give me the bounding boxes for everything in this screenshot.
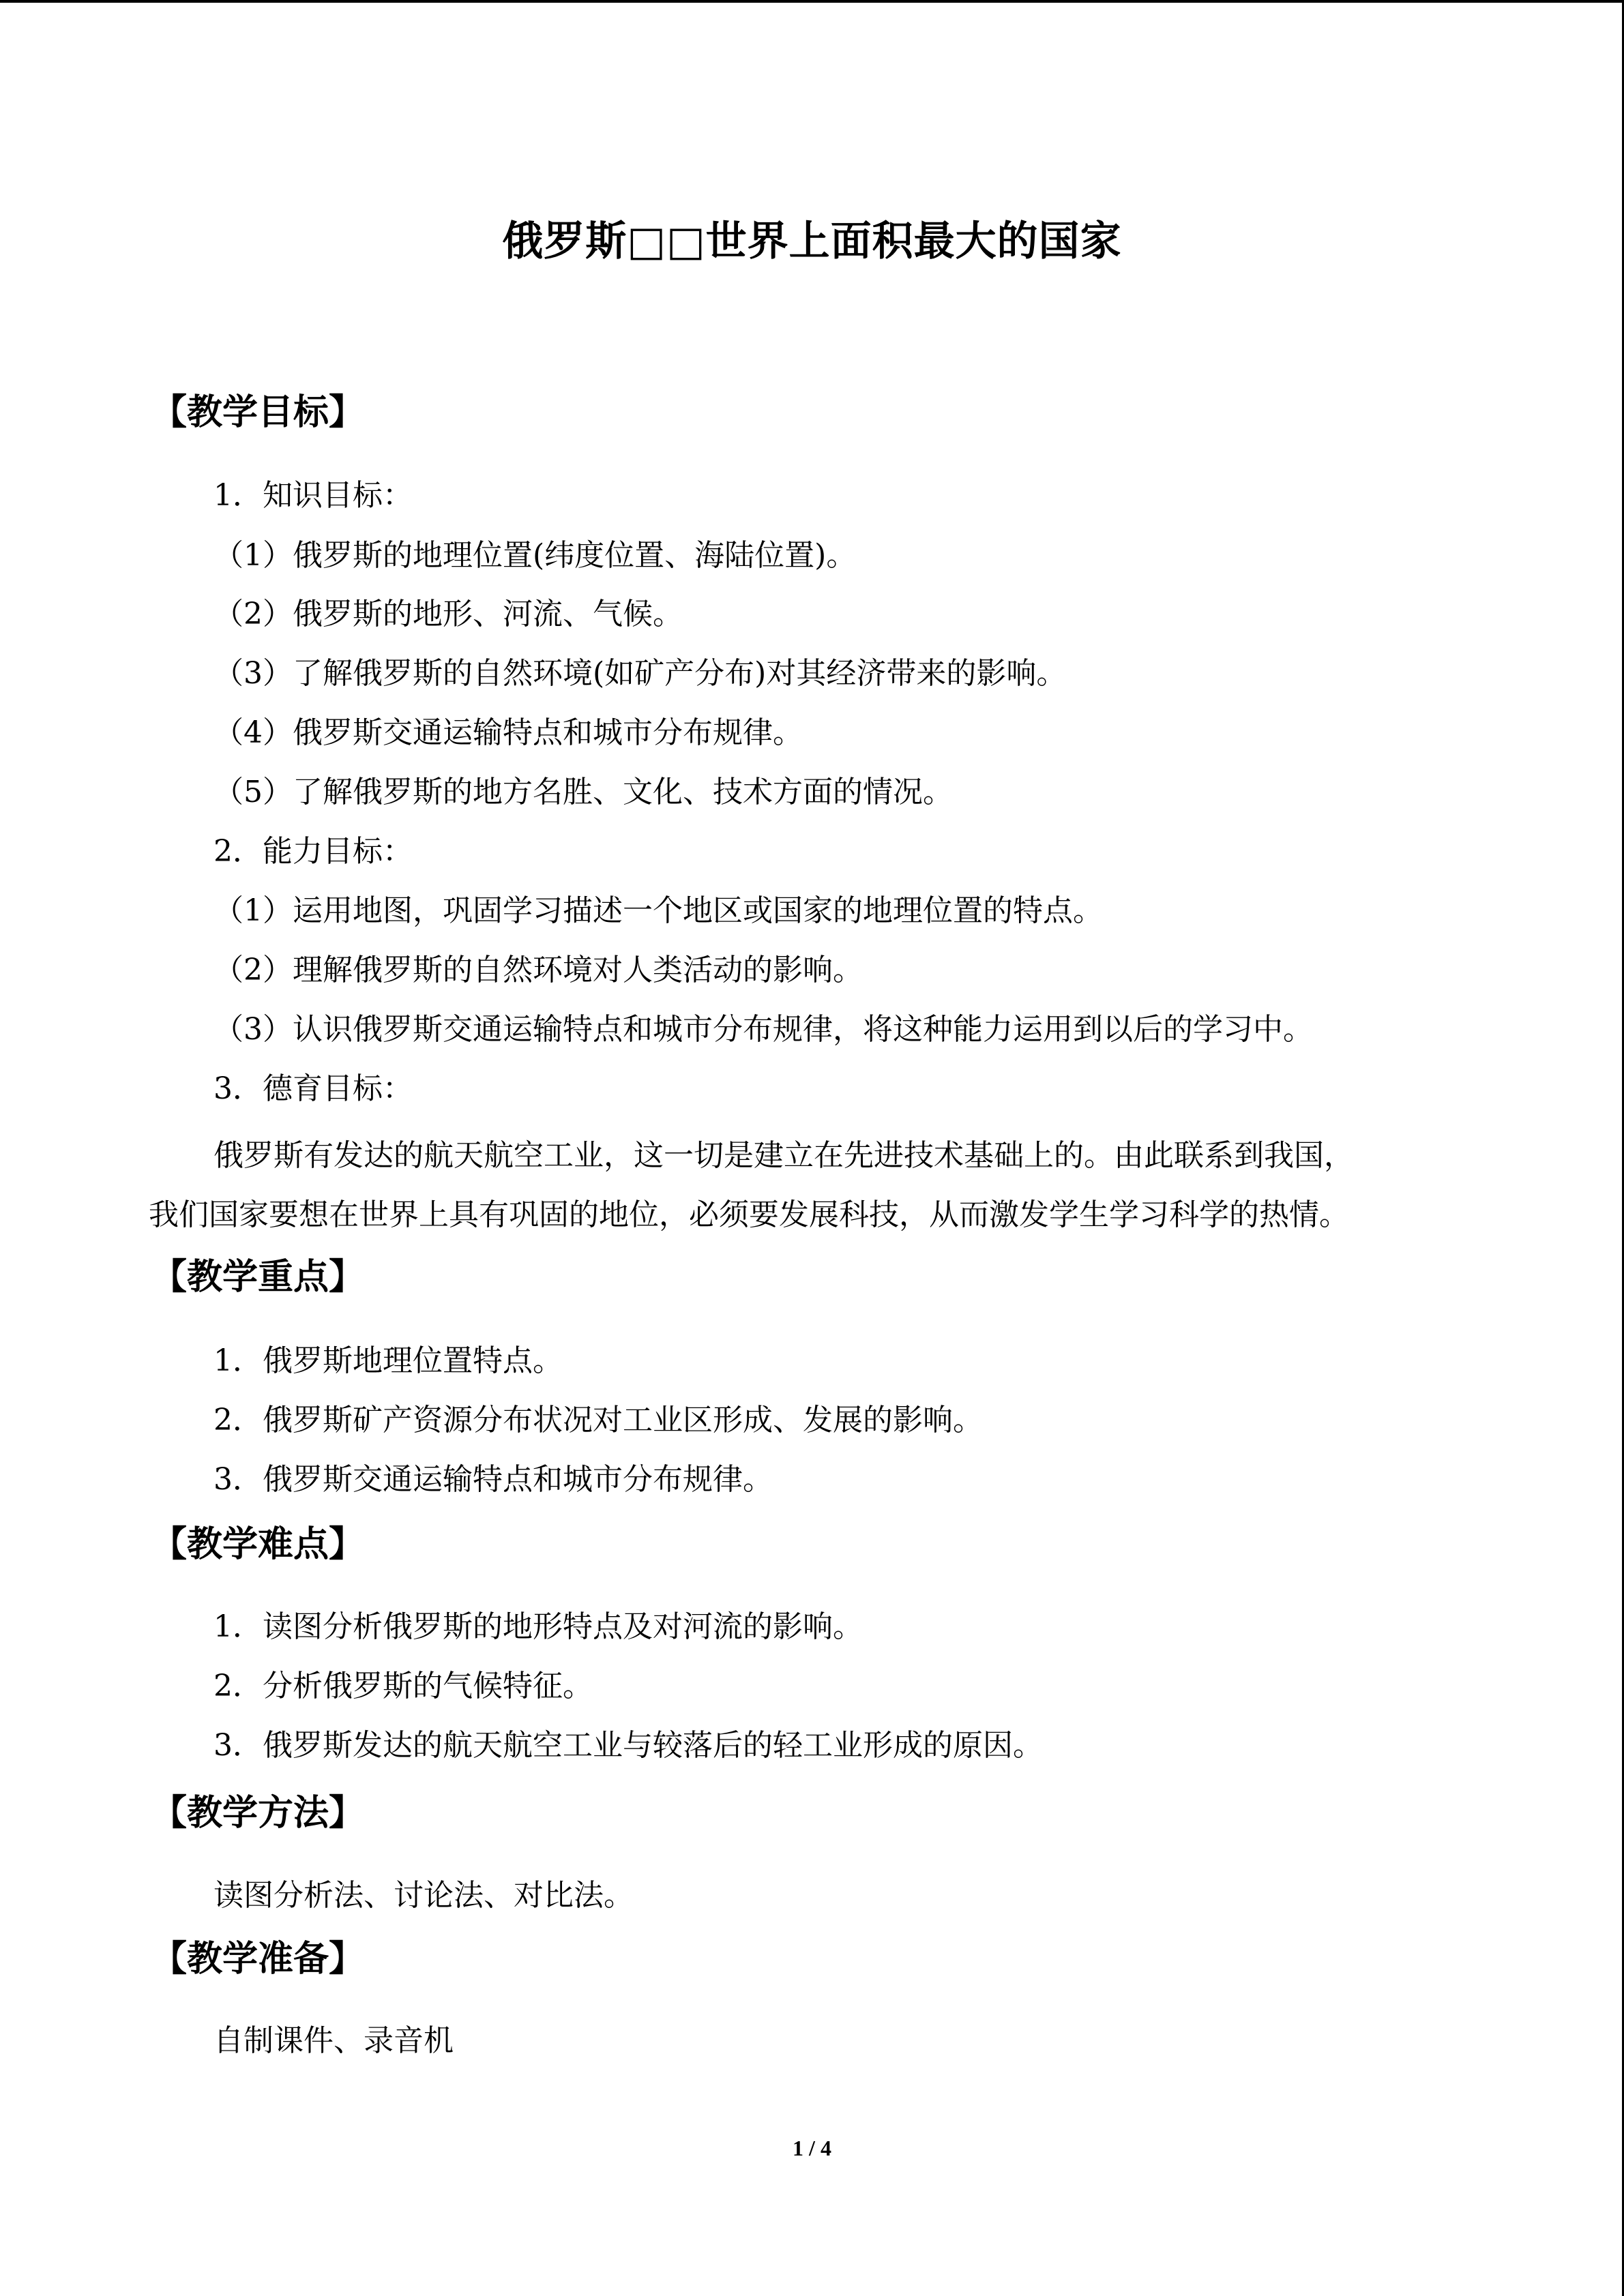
page-top-border xyxy=(0,0,1624,3)
page-number: 1 / 4 xyxy=(793,2136,831,2160)
ability-item: （2）理解俄罗斯的自然环境对人类活动的影响。 xyxy=(213,953,863,987)
difficulty-item: 3．俄罗斯发达的航天航空工业与较落后的轻工业形成的原因。 xyxy=(213,1728,1043,1763)
moral-objective-text-line2: 我们国家要想在世界上具有巩固的地位，必须要发展科技，从而激发学生学习科学的热情。 xyxy=(149,1197,1349,1232)
difficulty-item: 2．分析俄罗斯的气候特征。 xyxy=(213,1669,593,1703)
moral-objective-label: 3．德育目标： xyxy=(213,1071,413,1106)
knowledge-objective-label: 1．知识目标： xyxy=(213,478,413,513)
preparation-text: 自制课件、录音机 xyxy=(213,2023,454,2058)
document-title: 俄罗斯□□世界上面积最大的国家 xyxy=(502,218,1122,265)
key-point-item: 2．俄罗斯矿产资源分布状况对工业区形成、发展的影响。 xyxy=(213,1403,983,1437)
knowledge-item: （1）俄罗斯的地理位置(纬度位置、海陆位置)。 xyxy=(213,538,857,573)
section-heading-preparation: 【教学准备】 xyxy=(151,1939,365,1980)
ability-item: （3）认识俄罗斯交通运输特点和城市分布规律，将这种能力运用到以后的学习中。 xyxy=(213,1012,1313,1047)
section-heading-difficulties: 【教学难点】 xyxy=(151,1524,365,1565)
knowledge-item: （4）俄罗斯交通运输特点和城市分布规律。 xyxy=(213,715,803,750)
knowledge-item: （3）了解俄罗斯的自然环境(如矿产分布)对其经济带来的影响。 xyxy=(213,656,1067,691)
key-point-item: 3．俄罗斯交通运输特点和城市分布规律。 xyxy=(213,1462,773,1497)
ability-objective-label: 2．能力目标： xyxy=(213,834,413,869)
section-heading-key-points: 【教学重点】 xyxy=(151,1257,365,1298)
section-heading-objectives: 【教学目标】 xyxy=(151,392,365,433)
moral-objective-text-line1: 俄罗斯有发达的航天航空工业，这一切是建立在先进技术基础上的。由此联系到我国， xyxy=(213,1138,1354,1173)
knowledge-item: （2）俄罗斯的地形、河流、气候。 xyxy=(213,597,683,631)
difficulty-item: 1．读图分析俄罗斯的地形特点及对河流的影响。 xyxy=(213,1609,863,1644)
methods-text: 读图分析法、讨论法、对比法。 xyxy=(213,1878,634,1913)
key-point-item: 1．俄罗斯地理位置特点。 xyxy=(213,1343,563,1378)
section-heading-methods: 【教学方法】 xyxy=(151,1793,365,1834)
knowledge-item: （5）了解俄罗斯的地方名胜、文化、技术方面的情况。 xyxy=(213,775,953,809)
ability-item: （1）运用地图，巩固学习描述一个地区或国家的地理位置的特点。 xyxy=(213,893,1103,928)
